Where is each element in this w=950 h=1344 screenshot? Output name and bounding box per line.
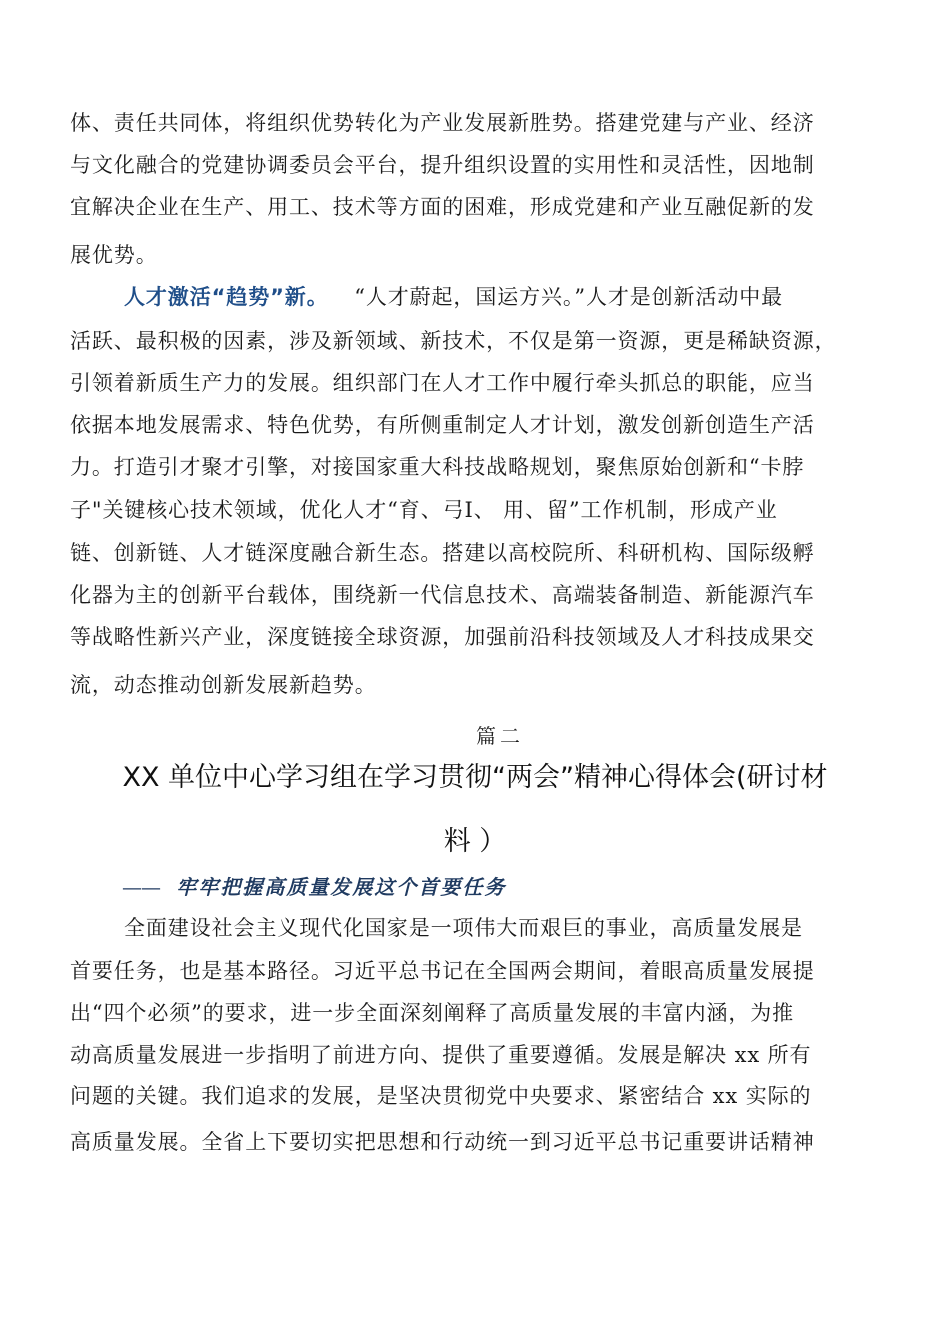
subtitle-text: 牢牢把握高质量发展这个首要任务 bbox=[176, 875, 507, 899]
text-line: 依据本地发展需求、特色优势，有所侧重制定人才计划，激发创新创造生产活 bbox=[70, 413, 815, 437]
text-line bbox=[124, 282, 783, 312]
text-line: 链、创新链、人才链深度融合新生态。搭建以高校院所、科研机构、国际级孵 bbox=[70, 541, 815, 565]
text-line: 问题的关键。我们追求的发展，是坚决贯彻党中央要求、紧密结合 xx 实际的 bbox=[70, 1084, 812, 1108]
document-title: XX 单位中心学习组在学习贯彻“两会”精神心得体会(研讨材 bbox=[122, 762, 828, 793]
text-line: 等战略性新兴产业，深度链接全球资源，加强前沿科技领域及人才科技成果交 bbox=[70, 625, 815, 649]
paragraph-heading: 人才激活“趋势”新。 bbox=[124, 285, 329, 309]
text-line: 体、责任共同体，将组织优势转化为产业发展新胜势。搭建党建与产业、经济 bbox=[70, 111, 815, 135]
text-line: 首要任务，也是基本路径。习近平总书记在全国两会期间，着眼高质量发展提 bbox=[70, 959, 815, 983]
text-line: 力。打造引才聚才引擎，对接国家重大科技战略规划，聚焦原始创新和“卡脖 bbox=[70, 455, 805, 479]
text-line: 动高质量发展进一步指明了前进方向、提供了重要遵循。发展是解决 xx 所有 bbox=[70, 1043, 812, 1067]
text-line: 出“四个必须”的要求，进一步全面深刻阐释了高质量发展的丰富内涵，为推 bbox=[70, 1001, 795, 1025]
text-line: 宜解决企业在生产、用工、技术等方面的困难，形成党建和产业互融促新的发 bbox=[70, 195, 815, 219]
text-line: 流，动态推动创新发展新趋势。 bbox=[70, 673, 377, 697]
subtitle-dash: —— bbox=[122, 875, 160, 899]
text-line: 子"关键核心技术领域，优化人才“育、弓I、 用、留”工作机制，形成产业 bbox=[70, 498, 778, 522]
text-line: 与文化融合的党建协调委员会平台，提升组织设置的实用性和灵活性，因地制 bbox=[70, 153, 815, 177]
text-run: “人才蔚起，国运方兴。”人才是创新活动中最 bbox=[354, 285, 784, 309]
text-line: 高质量发展。全省上下要切实把思想和行动统一到习近平总书记重要讲话精神 bbox=[70, 1130, 815, 1154]
text-line: 活跃、最积极的因素，涉及新领域、新技术，不仅是第一资源，更是稀缺资源， bbox=[70, 329, 837, 353]
text-line: 全面建设社会主义现代化国家是一项伟大而艰巨的事业，高质量发展是 bbox=[124, 916, 803, 940]
text-line: 引领着新质生产力的发展。组织部门在人才工作中履行牵头抓总的职能，应当 bbox=[70, 371, 815, 395]
text-line: 化器为主的创新平台载体，围绕新一代信息技术、高端装备制造、新能源汽车 bbox=[70, 583, 815, 607]
section-label: 篇二 bbox=[476, 724, 524, 748]
text-line: 展优势。 bbox=[70, 243, 158, 267]
document-title-continued: 料 ） bbox=[443, 826, 507, 857]
document-subtitle bbox=[122, 872, 506, 902]
